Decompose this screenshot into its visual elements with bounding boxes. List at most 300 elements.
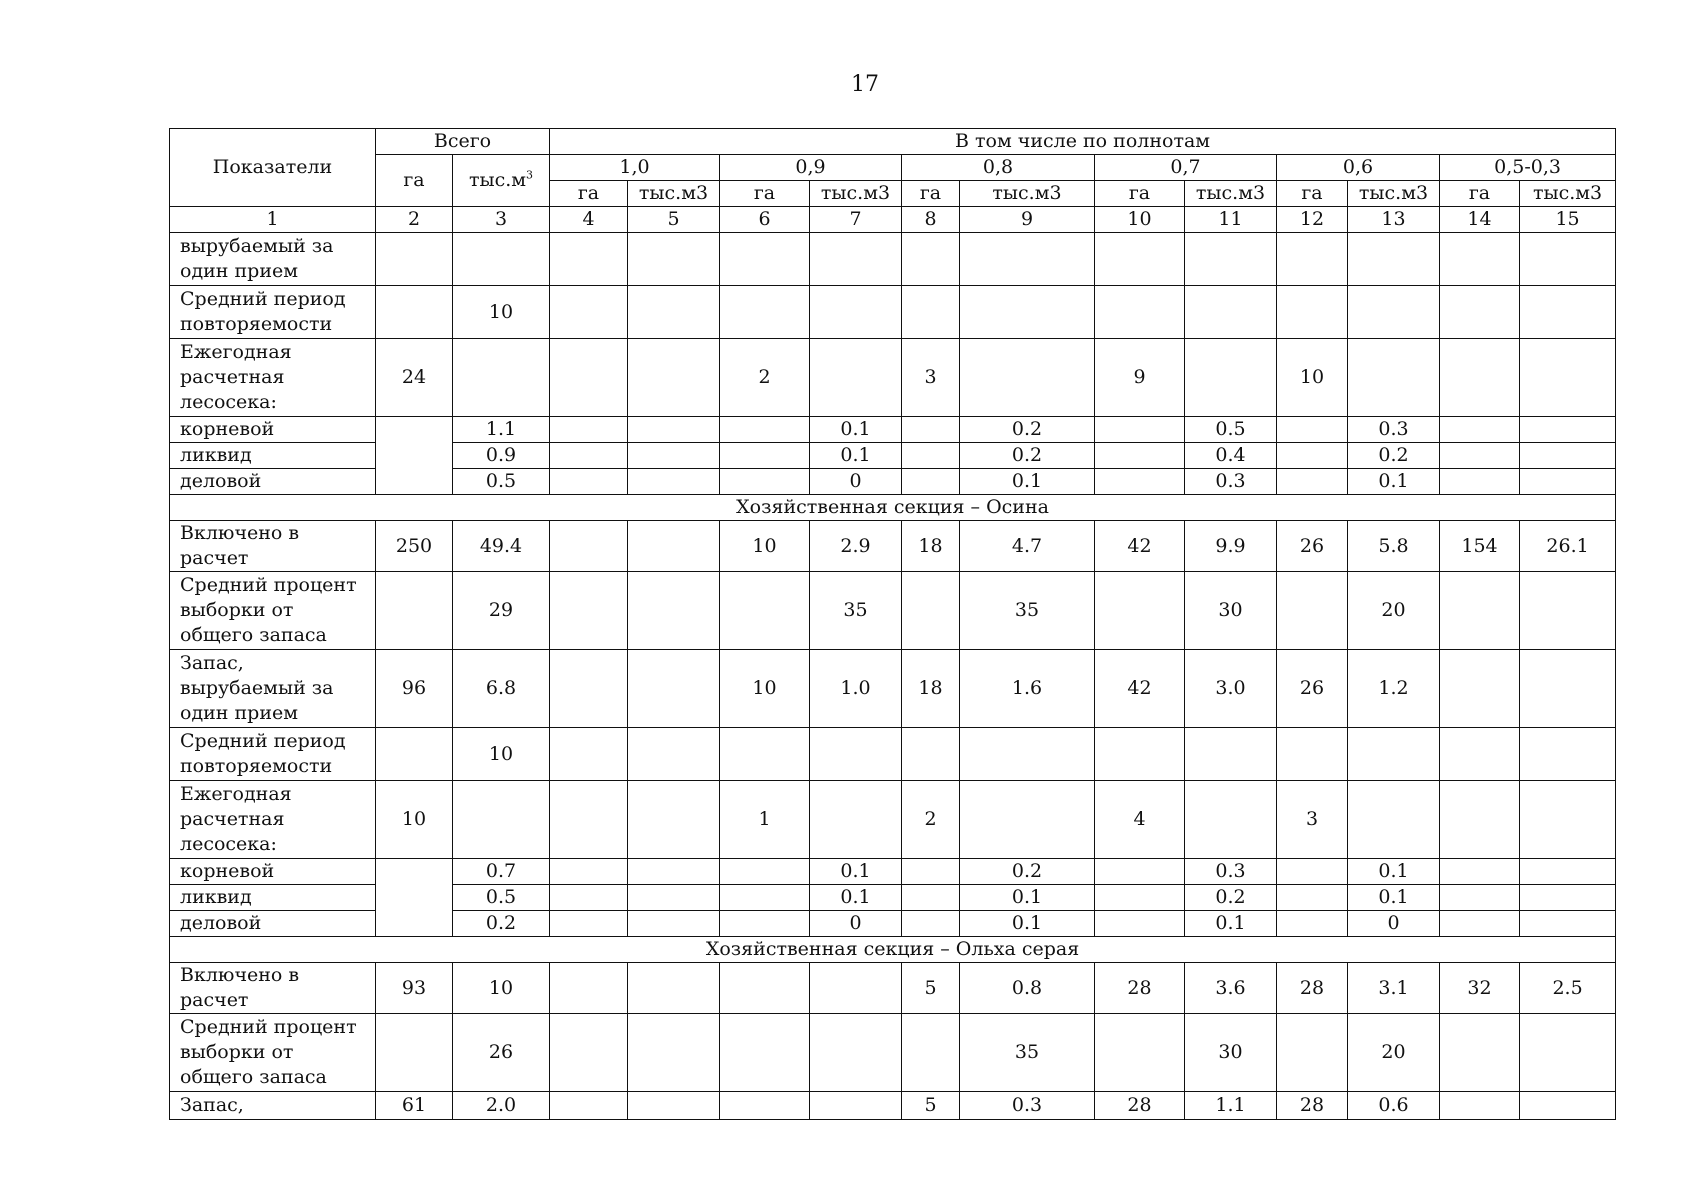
table-cell: 1: [720, 781, 810, 859]
table-cell: [1185, 781, 1277, 859]
row-label: Средний период повторяемости: [170, 728, 376, 781]
table-cell: 30: [1185, 572, 1277, 650]
table-cell: [720, 469, 810, 495]
table-cell: 5.8: [1348, 521, 1440, 572]
table-row: [170, 781, 1616, 859]
table-cell: [550, 339, 628, 417]
table-row: [170, 1014, 1616, 1092]
table-cell: [1277, 572, 1348, 650]
table-cell: 28: [1095, 1092, 1185, 1120]
table-cell: 1.1: [453, 417, 550, 443]
table-cell: 0.3: [1348, 417, 1440, 443]
table-cell: 35: [810, 572, 902, 650]
column-number: 8: [902, 207, 960, 233]
table-cell: 2.0: [453, 1092, 550, 1120]
table-cell: 0: [810, 469, 902, 495]
section-title: Хозяйственная секция – Осина: [170, 495, 1616, 521]
table-cell: [1440, 1014, 1520, 1092]
table-cell: [628, 1092, 720, 1120]
header-by-density: В том числе по полнотам: [550, 129, 1616, 155]
table-cell: 9.9: [1185, 521, 1277, 572]
header-volume: тыс.м3: [1348, 181, 1440, 207]
table-cell: 32: [1440, 963, 1520, 1014]
table-cell: [902, 1014, 960, 1092]
table-cell: [1440, 650, 1520, 728]
table-cell: 30: [1185, 1014, 1277, 1092]
table-cell: [1520, 443, 1616, 469]
table-cell: [1440, 911, 1520, 937]
table-row: [170, 339, 1616, 417]
table-cell: 28: [1277, 963, 1348, 1014]
table-cell: [628, 521, 720, 572]
table-cell: [902, 885, 960, 911]
table-cell: [1277, 443, 1348, 469]
table-cell: [550, 885, 628, 911]
table-cell: 0.5: [453, 885, 550, 911]
table-cell: [550, 1014, 628, 1092]
row-label: Запас,: [170, 1092, 376, 1120]
row-label: ликвид: [170, 885, 376, 911]
table-cell: [628, 469, 720, 495]
table-cell: [1440, 443, 1520, 469]
table-cell: 0.5: [453, 469, 550, 495]
table-cell: [1520, 650, 1616, 728]
table-cell: 4: [1095, 781, 1185, 859]
table-cell: [1095, 286, 1185, 339]
table-cell: [902, 286, 960, 339]
table-cell: [810, 1092, 902, 1120]
table-cell: 0.3: [1185, 859, 1277, 885]
table-cell: [960, 339, 1095, 417]
table-cell: 28: [1277, 1092, 1348, 1120]
table-cell: [550, 728, 628, 781]
header-volume: тыс.м3: [1185, 181, 1277, 207]
table-cell: [1348, 728, 1440, 781]
table-cell: [1440, 1092, 1520, 1120]
table-cell: [1520, 339, 1616, 417]
table-cell: [550, 911, 628, 937]
column-number: 6: [720, 207, 810, 233]
table-cell: 0.1: [1348, 469, 1440, 495]
header-density: 0,7: [1095, 155, 1277, 181]
table-cell: [902, 443, 960, 469]
header-density: 0,8: [902, 155, 1095, 181]
table-cell: 5: [902, 1092, 960, 1120]
row-label: Средний процент выборки от общего запаса: [170, 572, 376, 650]
row-label: Средний процент выборки от общего запаса: [170, 1014, 376, 1092]
table-cell: [1440, 233, 1520, 286]
table-cell: 42: [1095, 650, 1185, 728]
table-cell: [810, 1014, 902, 1092]
table-cell: [550, 1092, 628, 1120]
table-cell: [1440, 339, 1520, 417]
table-cell: [810, 339, 902, 417]
table-cell: [1095, 728, 1185, 781]
table-cell: [628, 443, 720, 469]
table-cell: 18: [902, 650, 960, 728]
table-cell: 10: [720, 650, 810, 728]
table-cell: 26.1: [1520, 521, 1616, 572]
header-volume: тыс.м3: [1520, 181, 1616, 207]
table-cell: 0.1: [960, 911, 1095, 937]
table-cell: [628, 650, 720, 728]
table-cell: [550, 233, 628, 286]
table-cell: [1520, 911, 1616, 937]
column-number: 9: [960, 207, 1095, 233]
table-cell: 61: [376, 1092, 453, 1120]
table-cell: 0.3: [1185, 469, 1277, 495]
table-cell: [550, 417, 628, 443]
header-density: 0,5-0,3: [1440, 155, 1616, 181]
merged-empty-cell: [376, 859, 453, 937]
row-label: Ежегодная расчетная лесосека:: [170, 339, 376, 417]
table-cell: 96: [376, 650, 453, 728]
merged-empty-cell: [376, 417, 453, 495]
table-cell: [1440, 885, 1520, 911]
table-cell: [628, 286, 720, 339]
column-number: 5: [628, 207, 720, 233]
table-row: [170, 572, 1616, 650]
table-cell: [376, 286, 453, 339]
table-cell: [550, 963, 628, 1014]
column-number: 12: [1277, 207, 1348, 233]
table-cell: 2: [902, 781, 960, 859]
table-cell: 0.9: [453, 443, 550, 469]
table-cell: [376, 728, 453, 781]
table-cell: 3.6: [1185, 963, 1277, 1014]
table-cell: [902, 417, 960, 443]
table-cell: [810, 728, 902, 781]
header-ha: га: [1277, 181, 1348, 207]
table-cell: [960, 728, 1095, 781]
table-cell: [1440, 728, 1520, 781]
table-cell: 1.6: [960, 650, 1095, 728]
table-cell: [550, 781, 628, 859]
table-cell: 20: [1348, 572, 1440, 650]
table-cell: [1277, 885, 1348, 911]
table-cell: 93: [376, 963, 453, 1014]
table-row: [170, 233, 1616, 286]
table-cell: [1277, 1014, 1348, 1092]
table-cell: [1520, 859, 1616, 885]
table-cell: 26: [453, 1014, 550, 1092]
table-cell: 10: [453, 286, 550, 339]
table-cell: 26: [1277, 650, 1348, 728]
table-cell: [1185, 728, 1277, 781]
table-cell: 10: [720, 521, 810, 572]
table-cell: [1440, 781, 1520, 859]
table-cell: [902, 911, 960, 937]
table-cell: [1520, 1092, 1616, 1120]
table-row: [170, 859, 1616, 885]
header-ha: га: [1440, 181, 1520, 207]
table-cell: [720, 1014, 810, 1092]
table-cell: 0.6: [1348, 1092, 1440, 1120]
table-cell: [720, 728, 810, 781]
table-cell: 1.1: [1185, 1092, 1277, 1120]
table-cell: [628, 1014, 720, 1092]
table-cell: 18: [902, 521, 960, 572]
table-cell: [550, 469, 628, 495]
table-cell: [550, 859, 628, 885]
table-cell: [1520, 781, 1616, 859]
table-cell: [376, 1014, 453, 1092]
table-cell: [453, 781, 550, 859]
table-cell: 250: [376, 521, 453, 572]
table-cell: 10: [453, 728, 550, 781]
table-cell: 0.5: [1185, 417, 1277, 443]
row-label: Запас, вырубаемый за один прием: [170, 650, 376, 728]
table-cell: [550, 443, 628, 469]
table-cell: 20: [1348, 1014, 1440, 1092]
column-number: 4: [550, 207, 628, 233]
row-label: вырубаемый за один прием: [170, 233, 376, 286]
table-cell: [550, 521, 628, 572]
table-cell: [720, 417, 810, 443]
table-cell: 10: [376, 781, 453, 859]
table-cell: [1277, 859, 1348, 885]
table-cell: [810, 286, 902, 339]
table-cell: [1440, 417, 1520, 443]
table-cell: [628, 728, 720, 781]
header-indicators: Показатели: [170, 129, 376, 207]
table-cell: 2.5: [1520, 963, 1616, 1014]
column-number: 10: [1095, 207, 1185, 233]
table-row: [170, 650, 1616, 728]
table-cell: [1440, 469, 1520, 495]
table-cell: [1277, 728, 1348, 781]
table-cell: [902, 728, 960, 781]
table-cell: [1277, 286, 1348, 339]
felling-table: [169, 128, 1616, 1120]
table-row: [170, 286, 1616, 339]
column-number-row: [170, 207, 1616, 233]
table-cell: [453, 339, 550, 417]
table-cell: 42: [1095, 521, 1185, 572]
table-cell: [1095, 572, 1185, 650]
table-cell: [1520, 728, 1616, 781]
header-ha: га: [720, 181, 810, 207]
header-ha: га: [550, 181, 628, 207]
table-cell: 0.2: [1348, 443, 1440, 469]
header-ha: га: [1095, 181, 1185, 207]
table-cell: [902, 572, 960, 650]
table-cell: [1348, 781, 1440, 859]
table-cell: [1277, 911, 1348, 937]
table-cell: [1348, 286, 1440, 339]
table-cell: [720, 885, 810, 911]
table-cell: 3.1: [1348, 963, 1440, 1014]
table-cell: [628, 233, 720, 286]
table-cell: [1185, 233, 1277, 286]
table-cell: 0: [1348, 911, 1440, 937]
header-total-volume: $тыс.м^3$: [453, 155, 550, 207]
table-cell: [1095, 417, 1185, 443]
column-number: 1: [170, 207, 376, 233]
row-label: корневой: [170, 859, 376, 885]
table-cell: 2.9: [810, 521, 902, 572]
table-cell: [902, 233, 960, 286]
table-cell: 1.2: [1348, 650, 1440, 728]
row-label: деловой: [170, 911, 376, 937]
table-cell: [960, 233, 1095, 286]
table-cell: [1277, 417, 1348, 443]
table-cell: [720, 233, 810, 286]
table-cell: 0.2: [960, 859, 1095, 885]
table-cell: 0.8: [960, 963, 1095, 1014]
table-cell: [628, 963, 720, 1014]
table-cell: [1095, 233, 1185, 286]
table-cell: [810, 963, 902, 1014]
row-label: Включено в расчет: [170, 963, 376, 1014]
table-row: [170, 521, 1616, 572]
table-cell: [550, 650, 628, 728]
table-cell: [550, 286, 628, 339]
section-row: [170, 937, 1616, 963]
table-cell: [376, 572, 453, 650]
table-cell: 28: [1095, 963, 1185, 1014]
table-cell: [628, 885, 720, 911]
table-cell: 0.3: [960, 1092, 1095, 1120]
row-label: корневой: [170, 417, 376, 443]
header-volume: тыс.м3: [810, 181, 902, 207]
table-cell: 49.4: [453, 521, 550, 572]
table-cell: 35: [960, 572, 1095, 650]
row-label: ликвид: [170, 443, 376, 469]
column-number: 15: [1520, 207, 1616, 233]
table-cell: 29: [453, 572, 550, 650]
table-cell: [720, 572, 810, 650]
table-cell: 0.1: [810, 443, 902, 469]
column-number: 3: [453, 207, 550, 233]
table-cell: [1440, 572, 1520, 650]
table-cell: [1520, 233, 1616, 286]
table-cell: [720, 911, 810, 937]
table-cell: [1440, 859, 1520, 885]
row-label: Ежегодная расчетная лесосека:: [170, 781, 376, 859]
table-row: [170, 417, 1616, 443]
table-cell: [628, 339, 720, 417]
table-cell: [1095, 885, 1185, 911]
table-cell: [1520, 1014, 1616, 1092]
row-label: Включено в расчет: [170, 521, 376, 572]
table-cell: 0.1: [810, 417, 902, 443]
table-cell: [1520, 469, 1616, 495]
table-cell: [1520, 572, 1616, 650]
page-number: 17: [851, 72, 879, 97]
header-ha: га: [902, 181, 960, 207]
table-cell: 10: [1277, 339, 1348, 417]
section-row: [170, 495, 1616, 521]
table-cell: [1520, 417, 1616, 443]
table-cell: [720, 859, 810, 885]
table-cell: 6.8: [453, 650, 550, 728]
table-cell: [628, 859, 720, 885]
table-cell: [628, 572, 720, 650]
table-cell: 3: [1277, 781, 1348, 859]
table-cell: [1520, 885, 1616, 911]
table-cell: [960, 781, 1095, 859]
table-cell: [810, 233, 902, 286]
table-cell: [453, 233, 550, 286]
table-cell: [720, 963, 810, 1014]
table-cell: [1277, 469, 1348, 495]
table-cell: [1185, 286, 1277, 339]
row-label: Средний период повторяемости: [170, 286, 376, 339]
table-cell: 0.1: [810, 885, 902, 911]
column-number: 13: [1348, 207, 1440, 233]
table-cell: [1095, 859, 1185, 885]
table-cell: [1095, 911, 1185, 937]
table-row: [170, 728, 1616, 781]
header-total: Всего: [376, 129, 550, 155]
table-cell: [810, 781, 902, 859]
table-cell: 0.1: [1348, 885, 1440, 911]
table-cell: 154: [1440, 521, 1520, 572]
table-cell: [1277, 233, 1348, 286]
header-density: 0,9: [720, 155, 902, 181]
row-label: деловой: [170, 469, 376, 495]
table-cell: [1520, 286, 1616, 339]
table-cell: 26: [1277, 521, 1348, 572]
table-cell: 1.0: [810, 650, 902, 728]
header-density: 0,6: [1277, 155, 1440, 181]
table-row: [170, 1092, 1616, 1120]
table-cell: 0.4: [1185, 443, 1277, 469]
header-volume: тыс.м3: [960, 181, 1095, 207]
table-cell: [628, 781, 720, 859]
table-row: [170, 963, 1616, 1014]
table-cell: [1348, 233, 1440, 286]
column-number: 7: [810, 207, 902, 233]
column-number: 14: [1440, 207, 1520, 233]
table-cell: 0.1: [1348, 859, 1440, 885]
header-density: 1,0: [550, 155, 720, 181]
column-number: 2: [376, 207, 453, 233]
table-cell: 0.1: [810, 859, 902, 885]
table-cell: 3.0: [1185, 650, 1277, 728]
table-cell: 0.2: [960, 417, 1095, 443]
table-cell: [720, 1092, 810, 1120]
table-cell: 10: [453, 963, 550, 1014]
table-cell: 0.1: [1185, 911, 1277, 937]
table-cell: [902, 859, 960, 885]
table-cell: 0.2: [1185, 885, 1277, 911]
table-cell: [960, 286, 1095, 339]
table-cell: [1348, 339, 1440, 417]
table-cell: 0.2: [453, 911, 550, 937]
table-cell: 5: [902, 963, 960, 1014]
table-cell: 0.1: [960, 885, 1095, 911]
table-cell: [720, 286, 810, 339]
table-cell: [902, 469, 960, 495]
table-cell: 0: [810, 911, 902, 937]
table-cell: 0.7: [453, 859, 550, 885]
column-number: 11: [1185, 207, 1277, 233]
table-cell: [1095, 1014, 1185, 1092]
table-cell: [550, 572, 628, 650]
table-cell: [1095, 443, 1185, 469]
header-total-ha: га: [376, 155, 453, 207]
section-title: Хозяйственная секция – Ольха серая: [170, 937, 1616, 963]
header-volume: тыс.м3: [628, 181, 720, 207]
table-cell: 0.1: [960, 469, 1095, 495]
table-cell: [628, 417, 720, 443]
table-cell: 0.2: [960, 443, 1095, 469]
table-cell: [1440, 286, 1520, 339]
table-cell: [1095, 469, 1185, 495]
table-cell: [376, 233, 453, 286]
